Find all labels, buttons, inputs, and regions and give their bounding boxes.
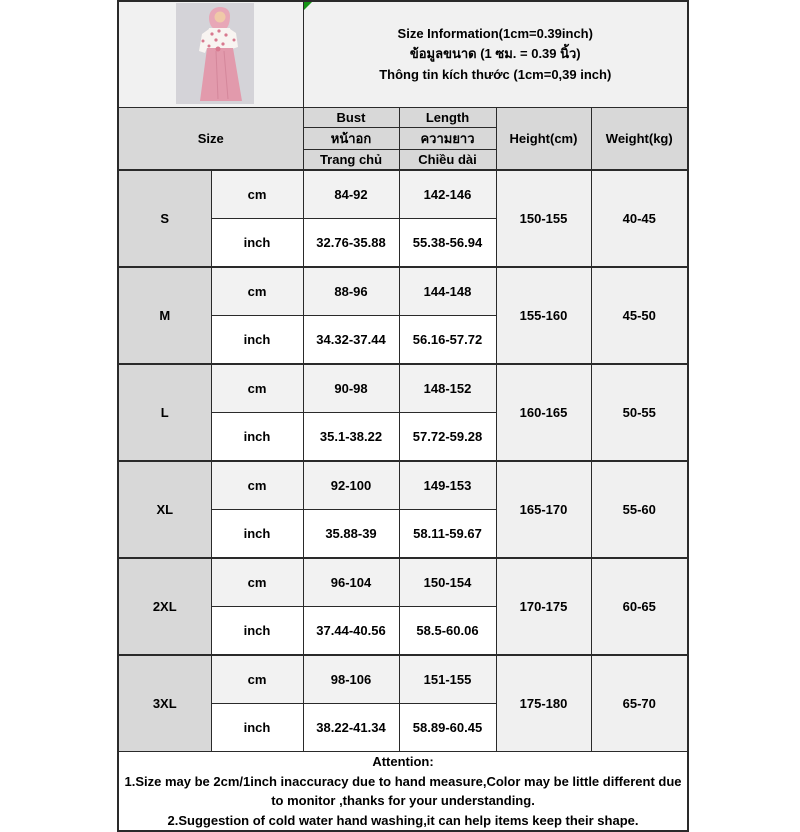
length-inch-value: 58.5-60.06 (399, 607, 496, 656)
height-value: 155-160 (496, 267, 591, 364)
unit-label-cm: cm (211, 170, 303, 219)
length-cm-value: 142-146 (399, 170, 496, 219)
size-info-line-vi: Thông tin kích thước (1cm=0,39 inch) (379, 66, 612, 82)
unit-label-cm: cm (211, 461, 303, 510)
weight-value: 45-50 (591, 267, 688, 364)
bust-cm-value: 96-104 (303, 558, 399, 607)
column-header-length-th: ความยาว (399, 128, 496, 150)
bust-inch-value: 38.22-41.34 (303, 704, 399, 752)
cell-flag-icon (304, 2, 312, 10)
height-value: 150-155 (496, 170, 591, 267)
length-inch-value: 57.72-59.28 (399, 413, 496, 462)
bust-cm-value: 88-96 (303, 267, 399, 316)
size-info-line-th: ข้อมูลขนาด (1 ซม. = 0.39 นิ้ว) (409, 46, 581, 62)
unit-label-inch: inch (211, 316, 303, 365)
bust-inch-value: 32.76-35.88 (303, 219, 399, 268)
size-label: L (118, 364, 211, 461)
length-cm-value: 149-153 (399, 461, 496, 510)
bust-inch-value: 35.88-39 (303, 510, 399, 559)
size-label: 3XL (118, 655, 211, 752)
product-photo (176, 3, 254, 107)
size-info-line-en: Size Information(1cm=0.39inch) (397, 26, 593, 42)
unit-label-inch: inch (211, 607, 303, 656)
length-cm-value: 148-152 (399, 364, 496, 413)
column-header-height: Height(cm) (496, 108, 591, 171)
unit-label-cm: cm (211, 364, 303, 413)
weight-value: 65-70 (591, 655, 688, 752)
size-label: M (118, 267, 211, 364)
unit-label-cm: cm (211, 558, 303, 607)
height-value: 160-165 (496, 364, 591, 461)
attention-line-1: 1.Size may be 2cm/1inch inaccuracy due to hand measure,Color may be little different due to monitor ,thanks for your understanding. (124, 773, 682, 808)
weight-value: 40-45 (591, 170, 688, 267)
column-header-length-en: Length (399, 108, 496, 128)
unit-label-inch: inch (211, 413, 303, 462)
length-inch-value: 58.11-59.67 (399, 510, 496, 559)
unit-label-cm: cm (211, 267, 303, 316)
length-cm-value: 150-154 (399, 558, 496, 607)
column-header-bust-vi: Trang chủ (303, 150, 399, 171)
bust-cm-value: 84-92 (303, 170, 399, 219)
height-value: 170-175 (496, 558, 591, 655)
height-value: 165-170 (496, 461, 591, 558)
model-photo-illustration (176, 3, 254, 104)
product-image-cell (118, 1, 303, 108)
column-header-bust-en: Bust (303, 108, 399, 128)
length-cm-value: 151-155 (399, 655, 496, 704)
size-info-cell (303, 1, 688, 108)
column-header-weight: Weight(kg) (591, 108, 688, 171)
unit-label-inch: inch (211, 704, 303, 752)
size-chart-table (117, 0, 689, 832)
length-cm-value: 144-148 (399, 267, 496, 316)
bust-inch-value: 37.44-40.56 (303, 607, 399, 656)
weight-value: 55-60 (591, 461, 688, 558)
attention-title: Attention: (372, 754, 434, 769)
unit-label-cm: cm (211, 655, 303, 704)
size-label: S (118, 170, 211, 267)
attention-line-2: 2.Suggestion of cold water hand washing,it can help items keep their shape. (167, 812, 639, 828)
weight-value: 50-55 (591, 364, 688, 461)
height-value: 175-180 (496, 655, 591, 752)
length-inch-value: 55.38-56.94 (399, 219, 496, 268)
bust-inch-value: 34.32-37.44 (303, 316, 399, 365)
unit-label-inch: inch (211, 219, 303, 268)
column-header-bust-th: หน้าอก (303, 128, 399, 150)
weight-value: 60-65 (591, 558, 688, 655)
size-label: XL (118, 461, 211, 558)
column-header-size: Size (118, 108, 303, 171)
bust-inch-value: 35.1-38.22 (303, 413, 399, 462)
bust-cm-value: 90-98 (303, 364, 399, 413)
size-label: 2XL (118, 558, 211, 655)
bust-cm-value: 92-100 (303, 461, 399, 510)
unit-label-inch: inch (211, 510, 303, 559)
length-inch-value: 58.89-60.45 (399, 704, 496, 752)
column-header-length-vi: Chiều dài (399, 150, 496, 171)
bust-cm-value: 98-106 (303, 655, 399, 704)
attention-note (118, 752, 688, 832)
length-inch-value: 56.16-57.72 (399, 316, 496, 365)
